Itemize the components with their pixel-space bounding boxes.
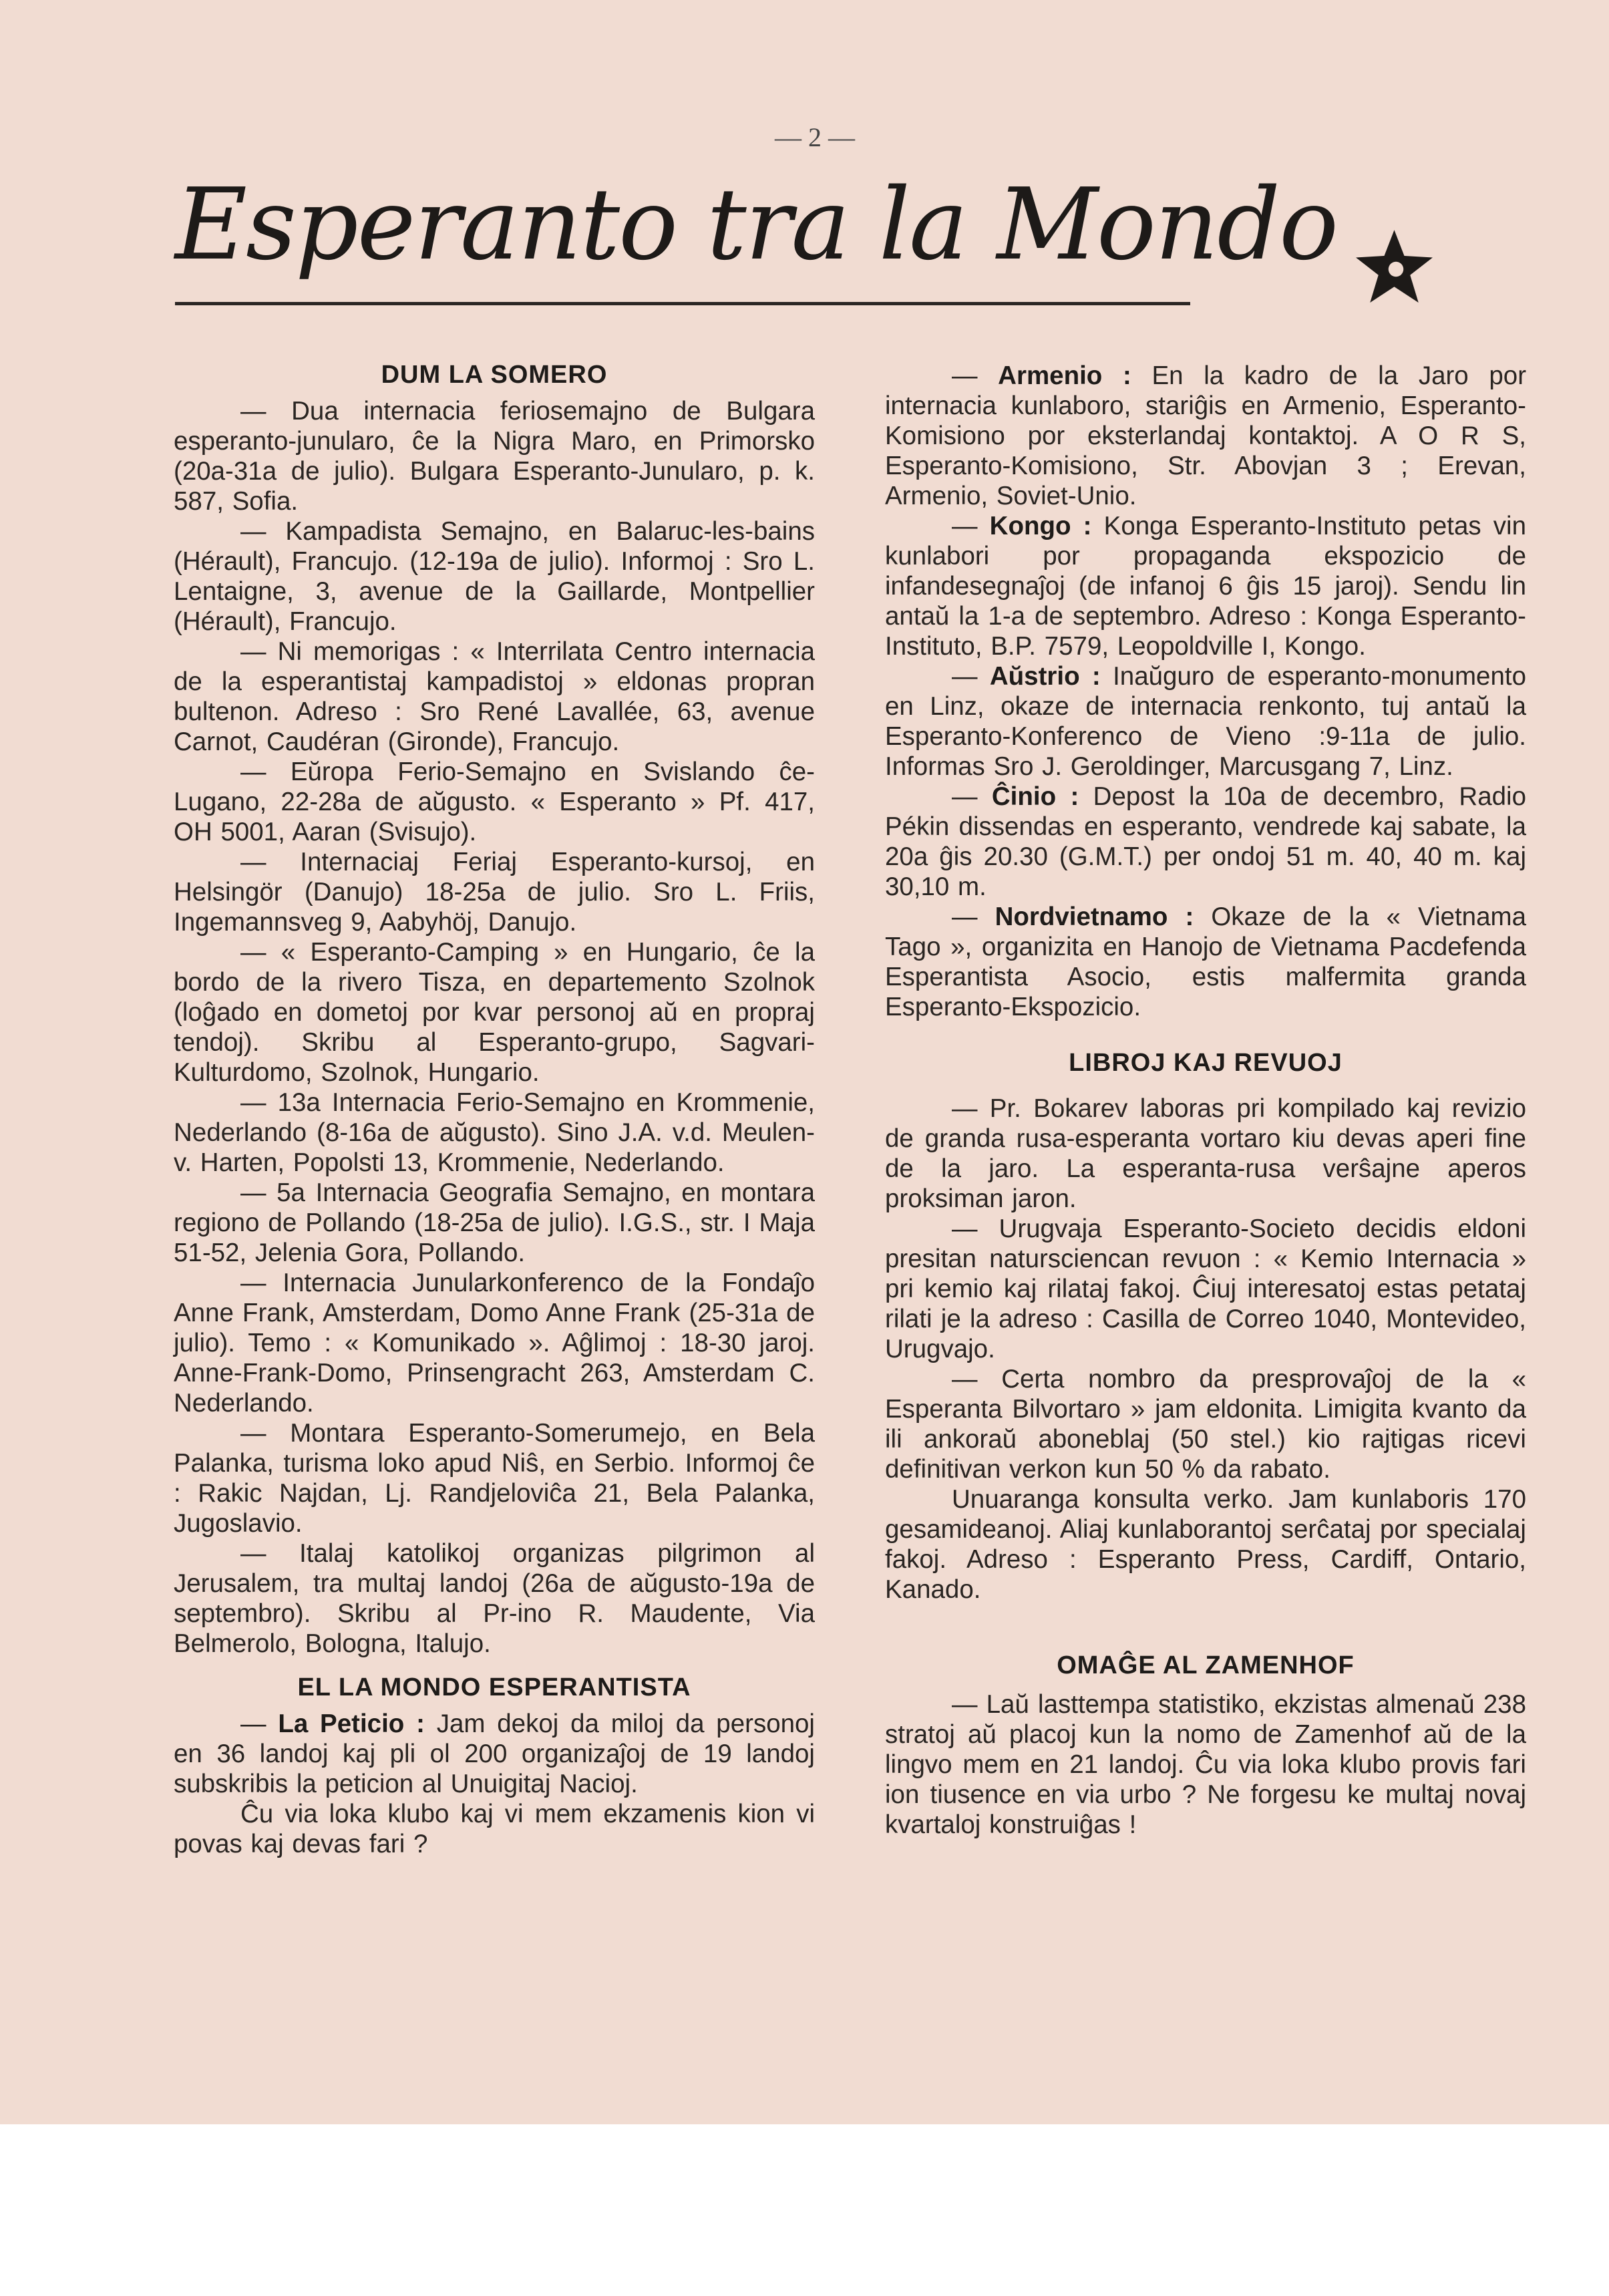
right-column [885,361,1526,1840]
news-item: — Internacia Junularkonferenco de la Fondaĵo Anne Frank, Amsterdam, Domo Anne Frank (25-31a de julio). Temo : « Komunikado ». Aĝlimoj : 18-30 jaroj. Anne-Frank-Domo, Prinsengracht 263, Amsterdam C. Nederlando. [174,1269,815,1418]
star-icon [1353,226,1436,309]
news-item-label: Armenio : [998,361,1131,390]
news-item-kongo: — Kongo : Konga Esperanto-Instituto petas vin kunlabori por propaganda ekspozicio de infandesegnaĵoj (de infanoj 6 ĝis 15 jaroj). Sendu lin antaŭ la 1-a de septembro. Adreso : Konga Esperanto-Instituto, B.P. 7579, Leopoldville I, Kongo. [885,512,1527,661]
news-item-text: En la kadro de la Jaro por internacia kunlaboro, stariĝis en Armenio, Esperanto-Komisiono por eksterlandaj kontaktoj. A O R S, Esperanto-Komisiono, Str. Abovjan 3 ; Erevan, Armenio, Soviet-Unio. [885,361,1527,510]
news-item-text: Inaŭguro de esperanto-monumento en Linz, okaze de internacia renkonto, tuj antaŭ la Esperanto-Konferenco de Vieno :9-11a de julio. Informas Sro J. Geroldinger, Marcusgang 7, Linz. [885,662,1526,781]
masthead-title: Esperanto tra la Mondo [175,167,1338,282]
section-heading-libroj: LIBROJ KAJ REVUOJ [1069,1049,1343,1077]
news-item-peticio: — La Peticio : Jam dekoj da miloj da personoj en 36 landoj kaj pli ol 200 organizaĵoj de 19 landoj subskribis la peticion al Unuigitaj Nacioj. [174,1709,815,1798]
news-item-text: Jam dekoj da miloj da personoj en 36 landoj kaj pli ol 200 organizaĵoj de 19 landoj subskribis la peticion al Unuigitaj Nacioj. [174,1709,815,1798]
news-item: — Pr. Bokarev laboras pri kompilado kaj revizio de granda rusa-esperanta vortaro kiu devas aperi fine de la jaro. La esperanta-rusa verŝajne aperos proksiman jaron. [885,1094,1526,1213]
news-item-nordvietnamo: — Nordvietnamo : Okaze de la « Vietnama Tago », organizita en Hanojo de Vietnama Pacdefenda Esperantista Asocio, estis malfermita granda Esperanto-Ekspozicio. [885,903,1526,1021]
section-heading-dum-la-somero: DUM LA SOMERO [381,361,608,389]
masthead-underline [175,302,1190,305]
section-heading-el-la-mondo: EL LA MONDO ESPERANTISTA [297,1673,691,1701]
news-item-text: Konga Esperanto-Instituto petas vin kunlabori por propaganda ekspozicio de infandesegnaĵoj (de infanoj 6 ĝis 15 jaroj). Sendu lin antaŭ la 1-a de septembro. Adreso : Konga Esperanto-Instituto, B.P. 7579, Leopoldville I, Kongo. [885,512,1527,661]
news-item-austrio: — Aŭstrio : Inaŭguro de esperanto-monumento en Linz, okaze de internacia renkonto, tuj antaŭ la Esperanto-Konferenco de Vieno :9-11a de julio. Informas Sro J. Geroldinger, Marcusgang 7, Linz. [885,662,1526,781]
news-item-label: Ĉinio : [991,782,1079,811]
section-heading-zamenhof: OMAĜE AL ZAMENHOF [1057,1651,1355,1679]
news-item-label: Aŭstrio : [989,662,1101,691]
news-item-label: Kongo : [989,512,1092,540]
news-item: Ĉu via loka klubo kaj vi mem ekzamenis kion vi povas kaj devas fari ? [174,1800,815,1858]
news-item-armenio: — Armenio : En la kadro de la Jaro por internacia kunlaboro, stariĝis en Armenio, Esperanto-Komisiono por eksterlandaj kontaktoj. A O R S, Esperanto-Komisiono, Str. Abovjan 3 ; Erevan, Armenio, Soviet-Unio. [885,361,1527,510]
news-item: — 13a Internacia Ferio-Semajno en Krommenie, Nederlando (8-16a de aŭgusto). Sino J.A. v.d. Meulen-v. Harten, Popolsti 13, Krommenie, Nederlando. [174,1088,815,1177]
news-item: — Kampadista Semajno, en Balaruc-les-bains (Hérault), Francujo. (12-19a de julio). Informoj : Sro L. Lentaigne, 3, avenue de la Gaillarde, Montpellier (Hérault), Francujo. [174,517,815,636]
news-item-cinio: — Ĉinio : Depost la 10a de decembro, Radio Pékin dissendas en esperanto, vendrede kaj sabate, la 20a ĝis 20.30 (G.M.T.) per ondoj 51 m. 40, 40 m. kaj 30,10 m. [885,782,1527,901]
news-item: Unuaranga konsulta verko. Jam kunlaboris 170 gesamideanoj. Aliaj kunlaborantoj serĉataj por specialaj fakoj. Adreso : Esperanto Press, Cardiff, Ontario, Kanado. [885,1485,1526,1604]
news-item: — Ni memorigas : « Interrilata Centro internacia de la esperantistaj kampadistoj » eldonas propran bultenon. Adreso : Sro René Lavallée, 63, avenue Carnot, Caudéran (Gironde), Francujo. [174,637,815,756]
news-item: — Internaciaj Feriaj Esperanto-kursoj, en Helsingör (Danujo) 18-25a de julio. Sro L. Friis, Ingemannsveg 9, Aabyhöj, Danujo. [174,848,815,937]
news-item-label: Nordvietnamo : [995,903,1194,931]
news-item-text: Depost la 10a de decembro, Radio Pékin dissendas en esperanto, vendrede kaj sabate, la 20a ĝis 20.30 (G.M.T.) per ondoj 51 m. 40, 40 m. kaj 30,10 m. [885,782,1527,901]
news-item-text: Okaze de la « Vietnama Tago », organizita en Hanojo de Vietnama Pacdefenda Esperantista Asocio, estis malfermita granda Esperanto-Ekspozicio. [885,903,1526,1021]
news-item: — Laŭ lasttempa statistiko, ekzistas almenaŭ 238 stratoj aŭ placoj kun la nomo de Zamenhof aŭ de la lingvo mem en 21 landoj. Ĉu via loka klubo provis fari ion tiusence en via urbo ? Ne forgesu ke multaj novaj kvartaloj konstruiĝas ! [885,1690,1526,1839]
news-item: — Italaj katolikoj organizas pilgrimon al Jerusalem, tra multaj landoj (26a de aŭgusto-19a de septembro). Skribu al Pr-ino R. Maudente, Via Belmerolo, Bologna, Italujo. [174,1539,815,1658]
news-item-label: La Peticio : [278,1709,425,1738]
news-item: — Dua internacia feriosemajno de Bulgara esperanto-junularo, ĉe la Nigra Maro, en Primorsko (20a-31a de julio). Bulgara Esperanto-Junularo, p. k. 587, Sofia. [174,397,815,516]
news-item: — Eŭropa Ferio-Semajno en Svislando ĉe-Lugano, 22-28a de aŭgusto. « Esperanto » Pf. 417, OH 5001, Aaran (Svisujo). [174,758,815,846]
masthead [175,167,1338,315]
left-column [174,361,815,1859]
news-item: — Certa nombro da presprovaĵoj de la « Esperanta Bilvortaro » jam eldonita. Limigita kvanto da ili ankoraŭ aboneblaj (50 stel.) kio rajtigas ricevi definitivan verkon kun 50 % da rabato. [885,1365,1526,1484]
news-item: — Urugvaja Esperanto-Societo decidis eldoni presitan natursciencan revuon : « Kemio Internacia » pri kemio kaj rilataj fakoj. Ĉiuj interesatoj estas petataj rilati je la adreso : Casilla de Correo 1040, Montevideo, Urugvajo. [885,1214,1526,1363]
news-item: — Montara Esperanto-Somerumejo, en Bela Palanka, turisma loko apud Niŝ, en Serbio. Informoj ĉe : Rakic Najdan, Lj. Randjeloviĉa 21, Bela Palanka, Jugoslavio. [174,1419,815,1538]
news-item: — « Esperanto-Camping » en Hungario, ĉe la bordo de la rivero Tisza, en departemento Szolnok (loĝado en dometoj por kvar personoj aŭ en propraj tendoj). Skribu al Esperanto-grupo, Sagvari-Kulturdomo, Szolnok, Hungario. [174,938,815,1087]
news-item: — 5a Internacia Geografia Semajno, en montara regiono de Pollando (18-25a de julio). I.G.S., str. I Maja 51-52, Jelenia Gora, Pollando. [174,1178,815,1267]
page-number: — 2 — [775,122,855,152]
